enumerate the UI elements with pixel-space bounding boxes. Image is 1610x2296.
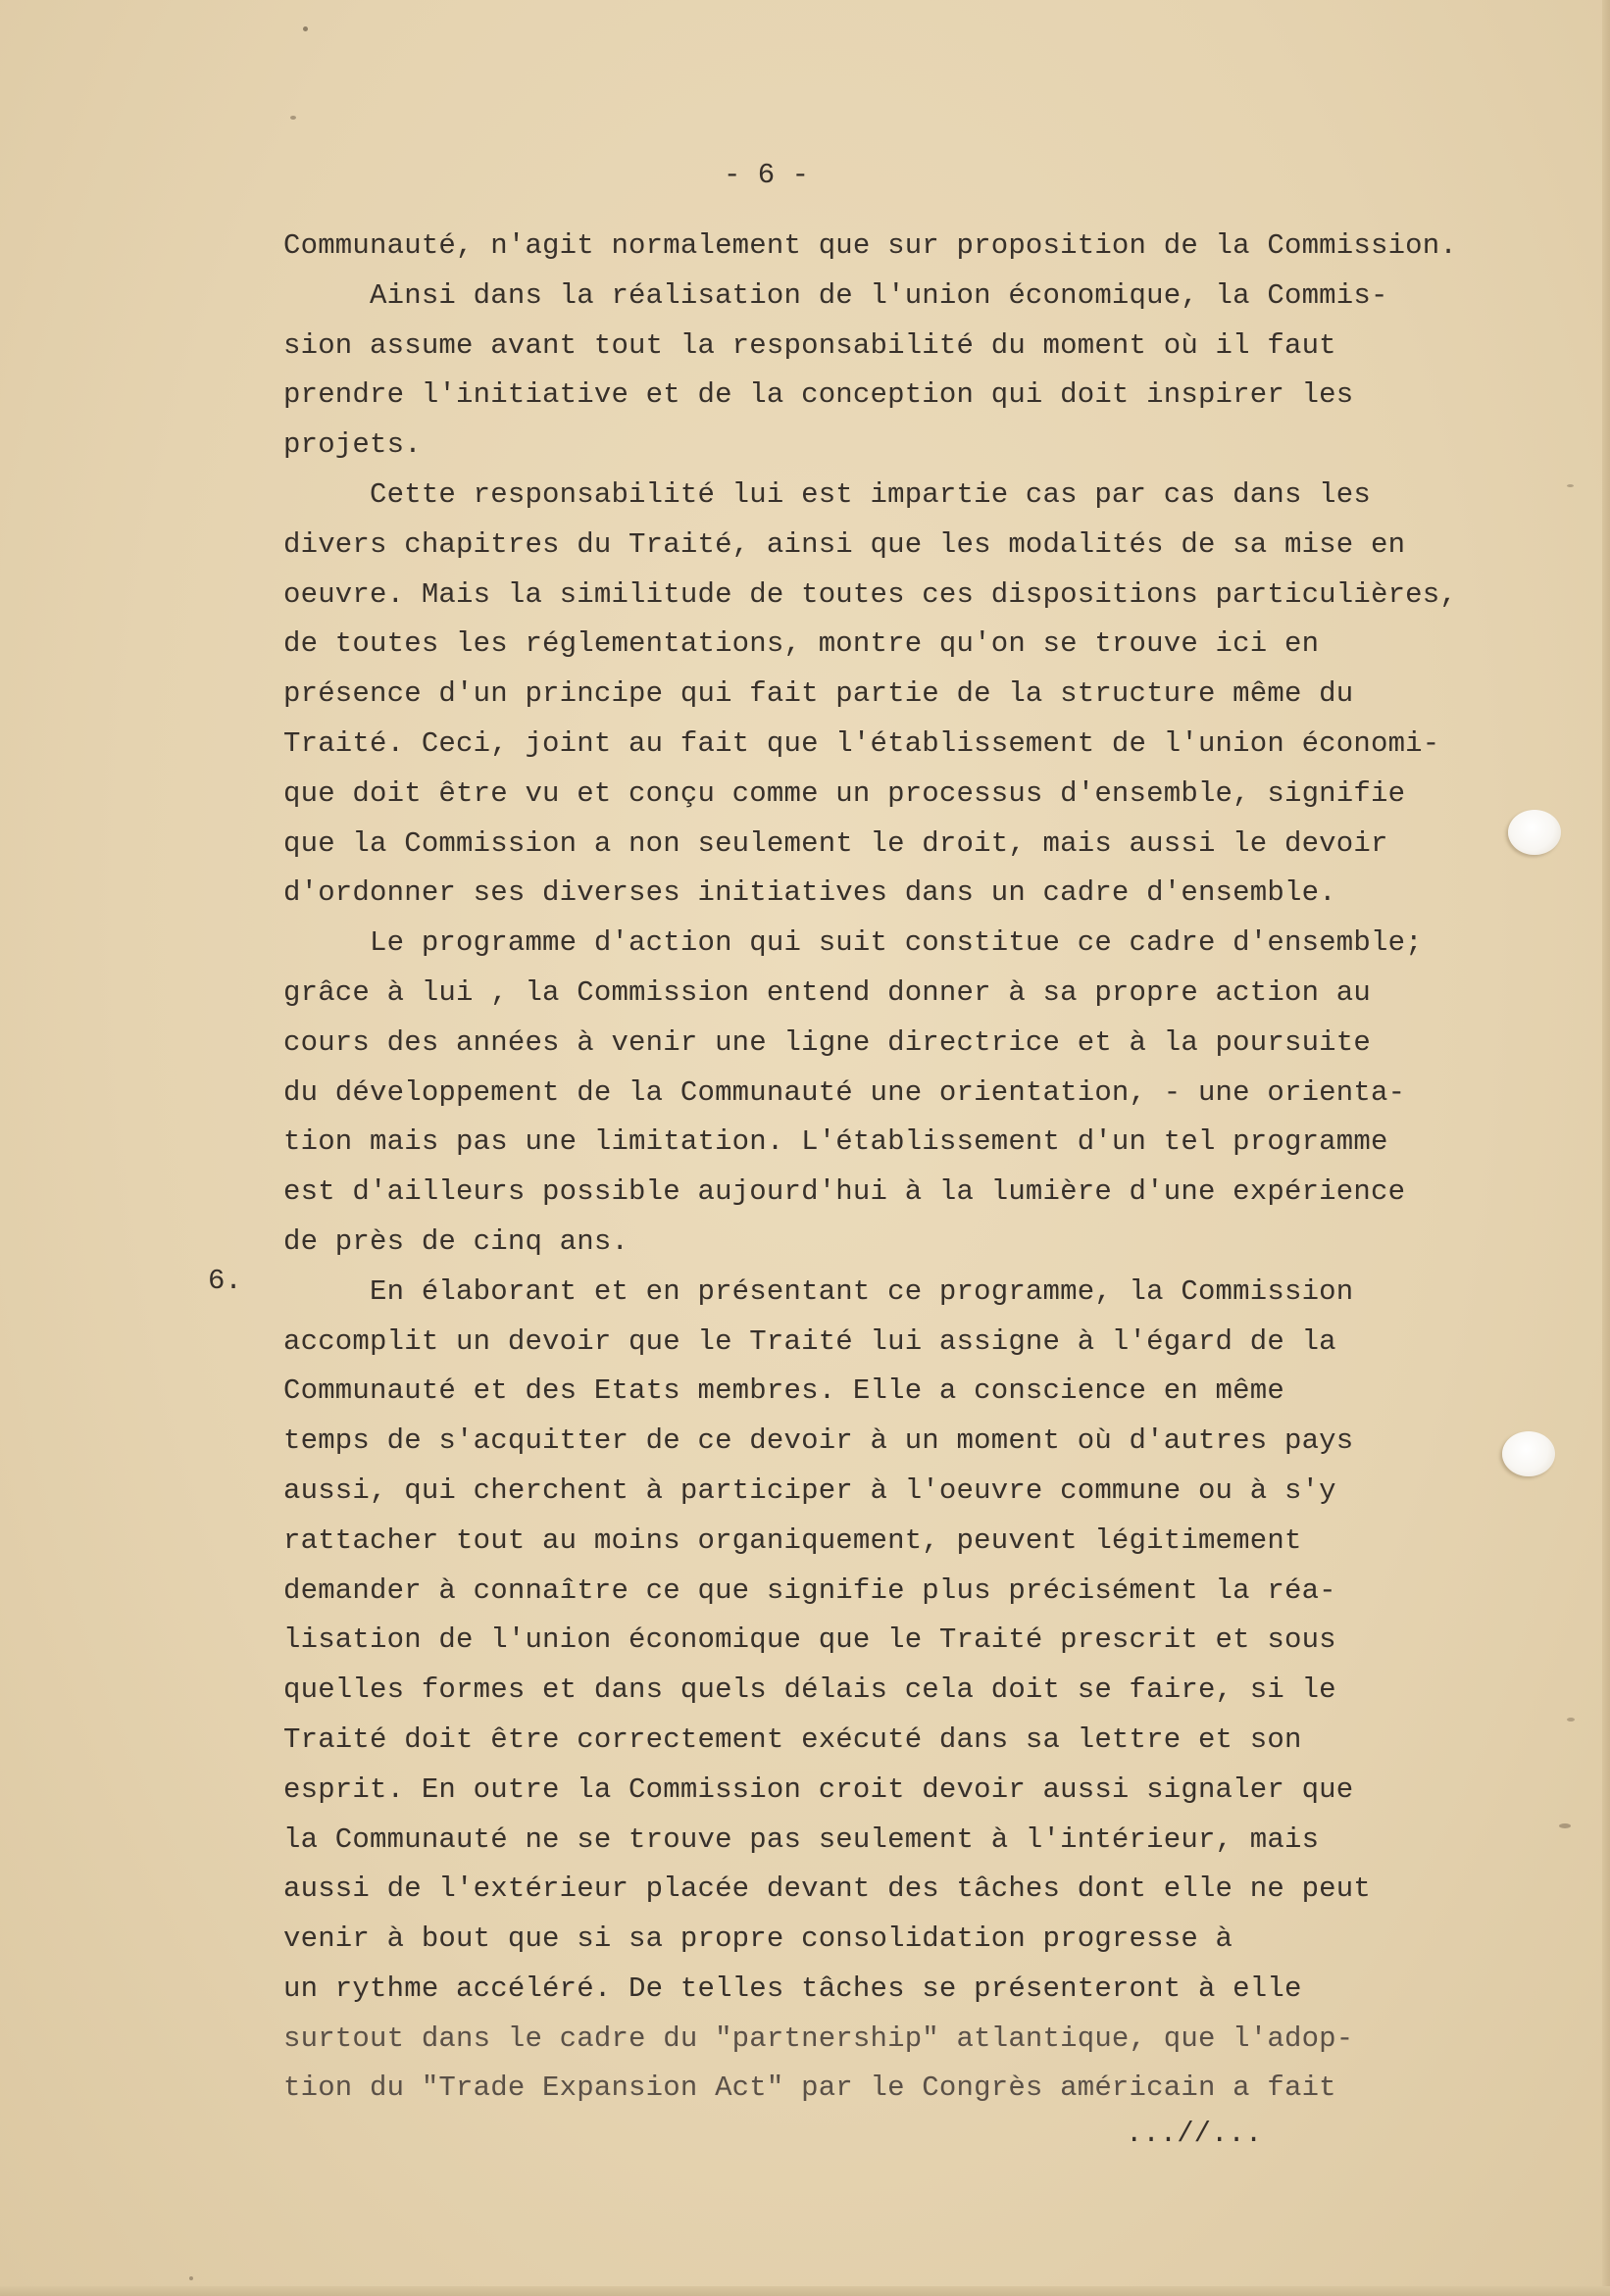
text-line: accomplit un devoir que le Traité lui assigne à l'égard de la bbox=[283, 1324, 1336, 1358]
body-text bbox=[283, 222, 1509, 2114]
paper-speck bbox=[1559, 1823, 1571, 1828]
section-number: 6. bbox=[208, 1265, 242, 1297]
punch-hole-lower bbox=[1502, 1431, 1555, 1476]
page-edge-right bbox=[1602, 0, 1610, 2296]
text-line: rattacher tout au moins organiquement, peuvent légitimement bbox=[283, 1523, 1302, 1557]
page-edge-bottom bbox=[0, 2286, 1610, 2296]
text-line: d'ordonner ses diverses initiatives dans un cadre d'ensemble. bbox=[283, 876, 1336, 910]
text-line: Traité. Ceci, joint au fait que l'établissement de l'union économi- bbox=[283, 726, 1440, 760]
text-line: Cette responsabilité lui est impartie cas par cas dans les bbox=[283, 477, 1371, 511]
text-line: de toutes les réglementations, montre qu'on se trouve ici en bbox=[283, 627, 1320, 661]
text-line: Traité doit être correctement exécuté dans sa lettre et son bbox=[283, 1722, 1302, 1756]
continuation-mark: ...//... bbox=[1126, 2118, 1263, 2150]
text-line: aussi, qui cherchent à participer à l'oeuvre commune ou à s'y bbox=[283, 1473, 1336, 1507]
text-line: est d'ailleurs possible aujourd'hui à la lumière d'une expérience bbox=[283, 1175, 1406, 1209]
text-line: venir à bout que si sa propre consolidation progresse à bbox=[283, 1922, 1233, 1956]
text-line: un rythme accéléré. De telles tâches se présenteront à elle bbox=[283, 1972, 1302, 2005]
text-line: Communauté, n'agit normalement que sur proposition de la Commission. bbox=[283, 229, 1457, 262]
text-line: Ainsi dans la réalisation de l'union économique, la Commis- bbox=[283, 278, 1388, 312]
text-line: demander à connaître ce que signifie plus précisément la réa- bbox=[283, 1573, 1336, 1607]
text-line: temps de s'acquitter de ce devoir à un moment où d'autres pays bbox=[283, 1424, 1354, 1458]
text-line: que la Commission a non seulement le droit, mais aussi le devoir bbox=[283, 826, 1388, 860]
text-line: du développement de la Communauté une orientation, - une orienta- bbox=[283, 1075, 1406, 1109]
text-line: présence d'un principe qui fait partie de la structure même du bbox=[283, 677, 1354, 711]
text-line: divers chapitres du Traité, ainsi que les modalités de sa mise en bbox=[283, 527, 1406, 561]
text-line: Communauté et des Etats membres. Elle a conscience en même bbox=[283, 1374, 1284, 1408]
paper-speck bbox=[1567, 484, 1574, 487]
text-line: quelles formes et dans quels délais cela doit se faire, si le bbox=[283, 1673, 1336, 1707]
text-line: Le programme d'action qui suit constitue ce cadre d'ensemble; bbox=[283, 926, 1423, 960]
text-line: En élaborant et en présentant ce programme, la Commission bbox=[283, 1274, 1354, 1308]
text-line: prendre l'initiative et de la conception qui doit inspirer les bbox=[283, 378, 1354, 412]
text-line: lisation de l'union économique que le Traité prescrit et sous bbox=[283, 1623, 1336, 1657]
text-line: grâce à lui , la Commission entend donner à sa propre action au bbox=[283, 975, 1371, 1009]
text-line: la Communauté ne se trouve pas seulement à l'intérieur, mais bbox=[283, 1822, 1320, 1856]
paper-speck bbox=[189, 2276, 193, 2280]
text-line: projets. bbox=[283, 428, 422, 462]
text-line: oeuvre. Mais la similitude de toutes ces dispositions particulières, bbox=[283, 577, 1457, 611]
text-line: esprit. En outre la Commission croit devoir aussi signaler que bbox=[283, 1772, 1354, 1806]
text-line: de près de cinq ans. bbox=[283, 1224, 629, 1258]
text-line: tion du "Trade Expansion Act" par le Congrès américain a fait bbox=[283, 2071, 1336, 2105]
page-number: - 6 - bbox=[724, 159, 810, 191]
text-line: cours des années à venir une ligne directrice et à la poursuite bbox=[283, 1025, 1371, 1059]
text-line: tion mais pas une limitation. L'établissement d'un tel programme bbox=[283, 1125, 1388, 1159]
paper-speck bbox=[290, 116, 296, 120]
paper-speck bbox=[1567, 1718, 1575, 1722]
text-line: que doit être vu et conçu comme un processus d'ensemble, signifie bbox=[283, 776, 1406, 810]
text-line: aussi de l'extérieur placée devant des tâches dont elle ne peut bbox=[283, 1872, 1371, 1906]
text-line: surtout dans le cadre du "partnership" atlantique, que l'adop- bbox=[283, 2021, 1354, 2055]
punch-hole-upper bbox=[1508, 810, 1561, 855]
text-line: sion assume avant tout la responsabilité du moment où il faut bbox=[283, 328, 1336, 362]
paper-speck bbox=[303, 26, 308, 31]
